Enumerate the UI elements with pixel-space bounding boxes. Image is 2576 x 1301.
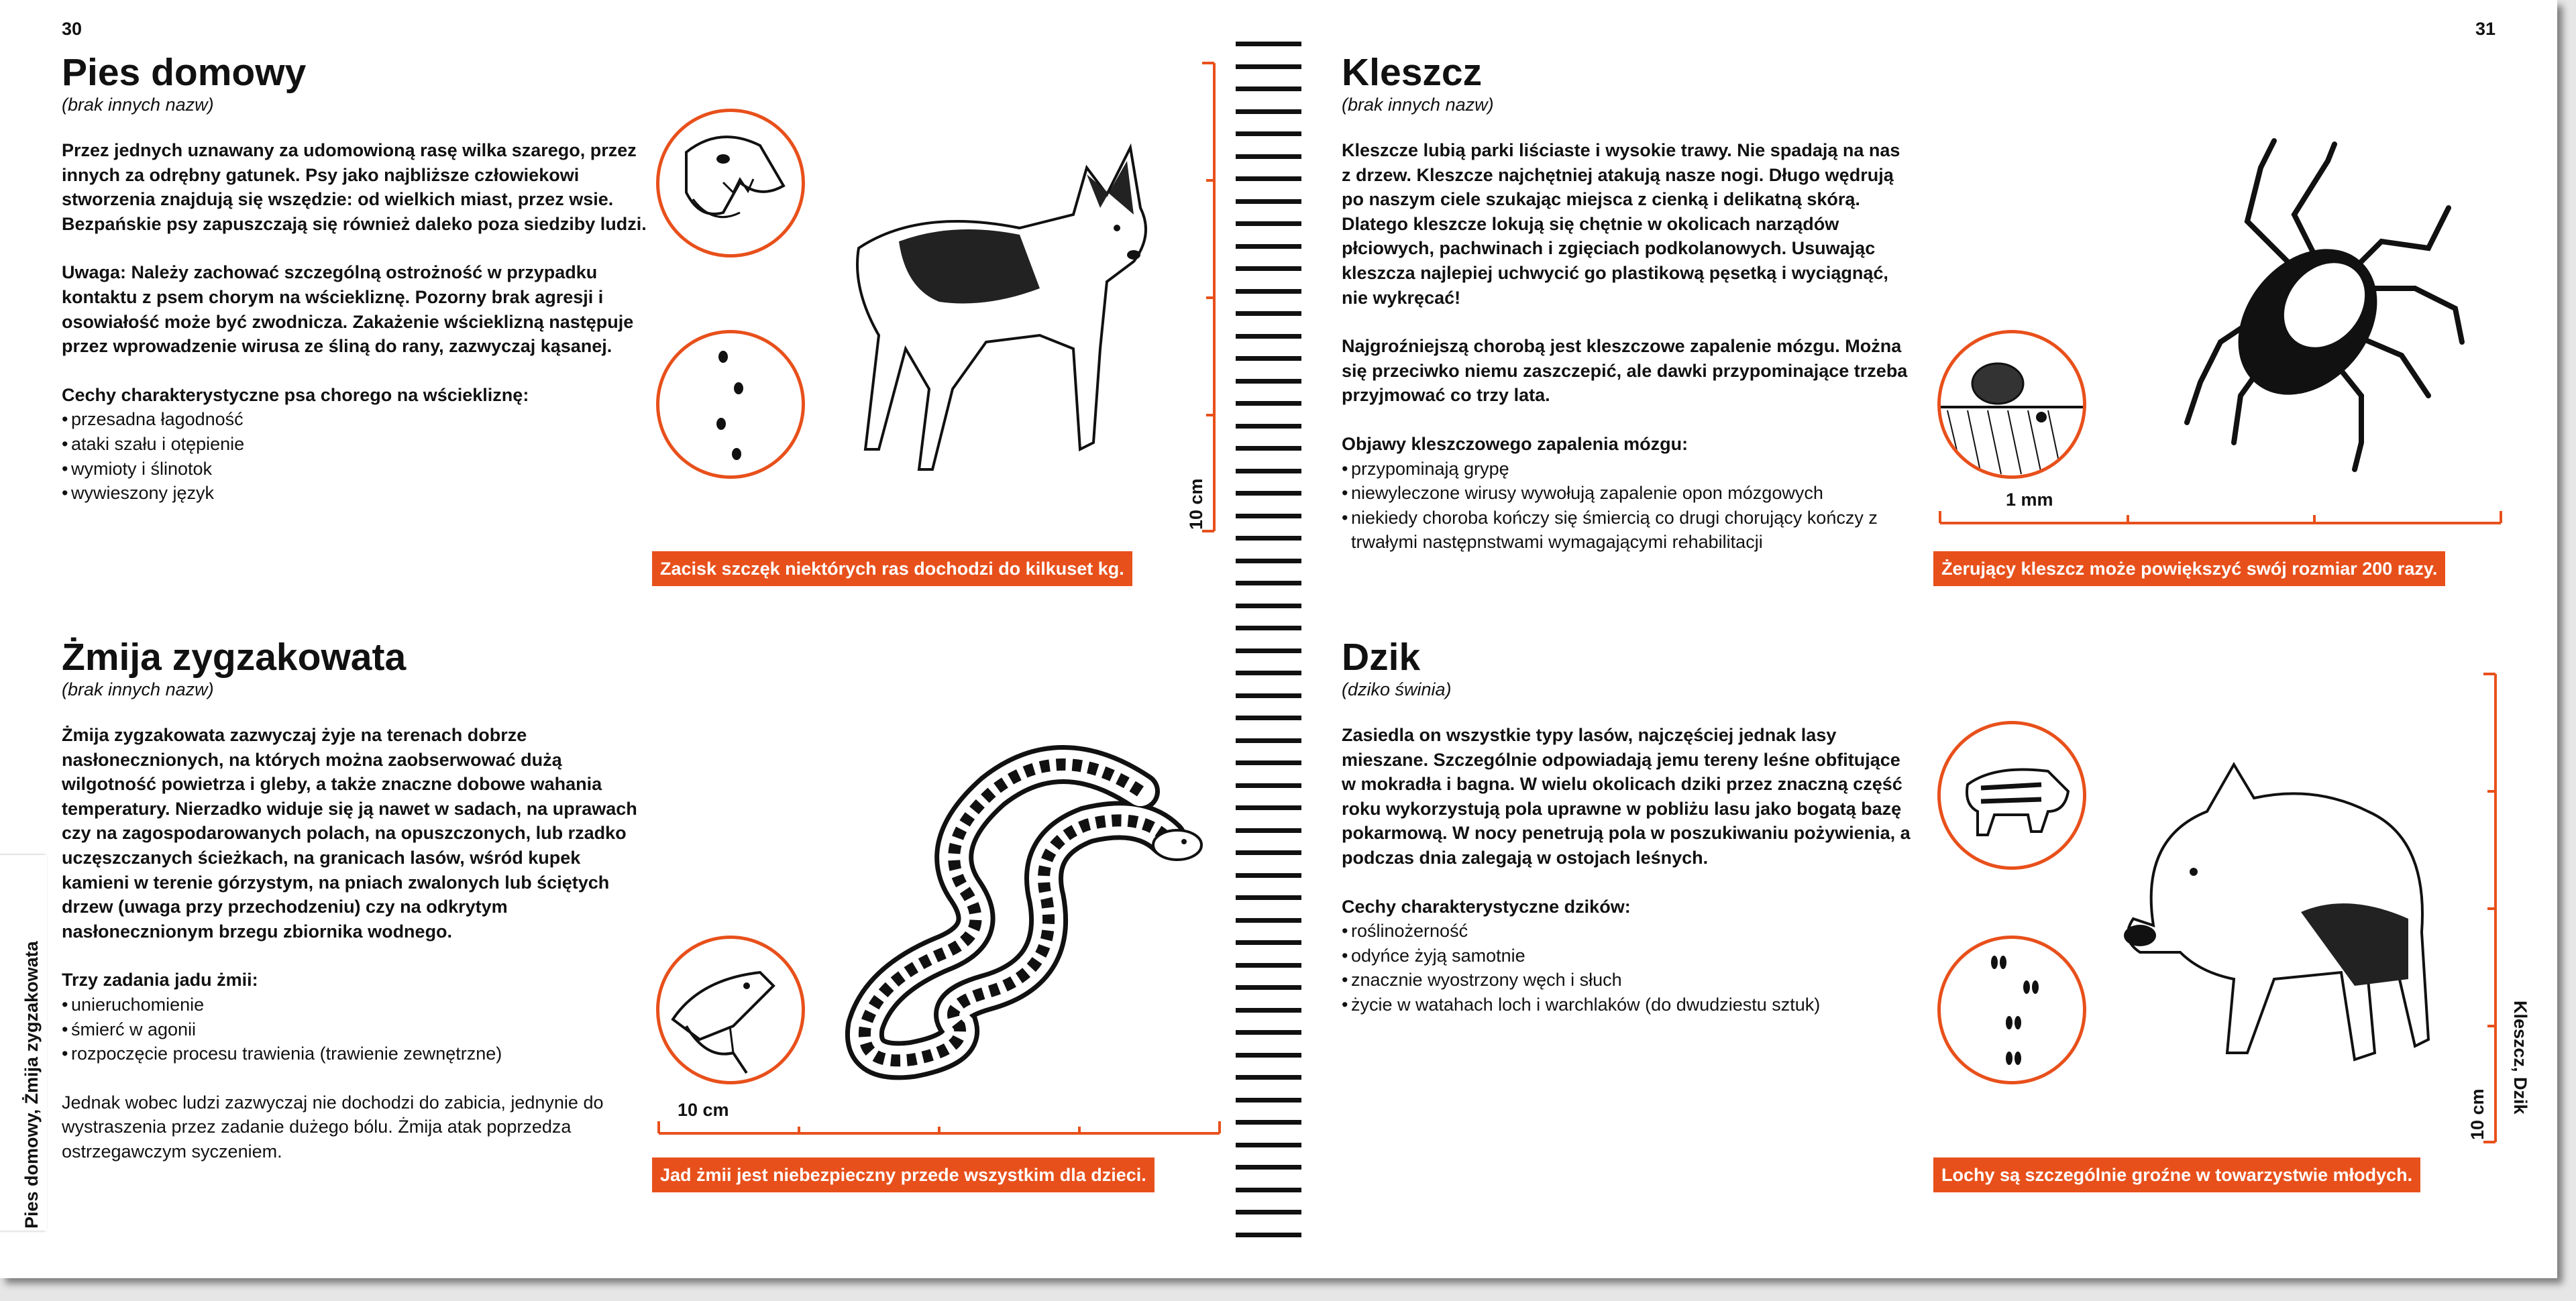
paragraph: Zasiedla on wszystkie typy lasów, najczęściej jednak lasy mieszane. Szczególnie odpowiadają jemu tereny leśne obfitujące w mokradła i bagna. W wielu okolicach dziki przez znaczną część roku wykorzystują pola uprawne w pobliżu lasu jako bogatą bazę pokarmową. W nocy penetrują pola w poszukiwaniu pożywienia, a podczas dnia zalegają w ostojach leśnych. — [1342, 725, 1911, 868]
list-item: • znacznie wyostrzony węch i słuch — [1342, 968, 1912, 993]
dog-illustration — [818, 134, 1208, 483]
list-item: • niewyleczone wirusy wywołują zapalenie opon mózgowych — [1342, 481, 1912, 506]
boar-illustration — [2113, 738, 2449, 1086]
section-pies — [62, 51, 652, 530]
bullet-list — [62, 407, 652, 505]
tick-illustration — [2160, 141, 2469, 476]
section-zmija — [62, 636, 652, 1188]
tick-on-skin-illustration — [1937, 330, 2086, 479]
spiral-binding — [1236, 42, 1301, 1269]
piglet-illustration — [1937, 721, 2086, 870]
viper-head-illustration — [656, 936, 805, 1084]
list-heading: Cechy charakterystyczne dzików: — [1342, 896, 1631, 917]
section-title: Dzik — [1342, 636, 1421, 679]
paragraph: Uwaga: Należy zachować szczególną ostrożność w przypadku kontaktu z psem chorym na wściekliznę. Pozorny brak agresji i osowiałość może być zwodnicza. Zakażenie wścieklizną następuje przez wprowadzenie wirusa ze śliną do rany, zazwyczaj kąsanej. — [62, 262, 634, 357]
list-item: • wymioty i ślinotok — [62, 457, 652, 482]
list-item: • przypominają grypę — [1342, 457, 1912, 482]
section-subtitle: (brak innych nazw) — [1342, 95, 1494, 115]
section-subtitle: (brak innych nazw) — [62, 679, 214, 699]
list-item: • życie w watahach loch i warchlaków (do dwudziestu sztuk) — [1342, 993, 1912, 1017]
tick-scale-bar — [1939, 510, 2502, 530]
viper-caption: Jad żmii jest niebezpieczny przede wszystkim dla dzieci. — [652, 1157, 1155, 1192]
side-tab-right-label: Kleszcz, Dzik — [2510, 1001, 2530, 1115]
paragraph: Przez jednych uznawany za udomowioną rasę wilka szarego, przez innych za odrębny gatunek. Psy jako najbliższe człowiekowi stworzenia znajdują się wszędzie: od wielkich miast, przez wsie. Bezpańskie psy zapuszczają się również daleko poza siedziby ludzi. — [62, 140, 647, 234]
dog-scale-label: 10 cm — [1186, 478, 1206, 530]
boar-scale-bar — [2482, 673, 2502, 1143]
list-item: • niekiedy choroba kończy się śmiercią co drugi chorujący kończy z trwałymi następnstwami wymagającymi rehabilitacji — [1342, 506, 1912, 555]
list-item: • przesadna łagodność — [62, 407, 652, 432]
section-subtitle: (brak innych nazw) — [62, 95, 214, 115]
tick-scale-label: 1 mm — [2006, 490, 2053, 510]
list-item: • wywieszony język — [62, 481, 652, 506]
list-item: • rozpoczęcie procesu trawienia (trawienie zewnętrzne) — [62, 1041, 652, 1066]
list-item: • odyńce żyją samotnie — [1342, 944, 1912, 968]
paragraph: Jednak wobec ludzi zazwyczaj nie dochodzi do zabicia, jednynie do wystraszenia przez zadanie dużego bólu. Żmija atak poprzedza ostrzegawczym syczeniem. — [62, 1092, 604, 1162]
boar-hoof-prints — [1937, 936, 2086, 1084]
list-item: • roślinożerność — [1342, 919, 1912, 944]
list-heading: Trzy zadania jadu żmii: — [62, 970, 258, 991]
viper-scale-bar — [657, 1120, 1221, 1140]
page-number-left: 30 — [62, 19, 83, 39]
paragraph: Najgroźniejszą chorobą jest kleszczowe zapalenie mózgu. Można się przeciwko niemu zaszczepić, ale dawki przypominające trzeba przyjmować co trzy lata. — [1342, 336, 1908, 406]
list-item: • unieruchomienie — [62, 993, 652, 1017]
dog-jaw-illustration — [656, 109, 805, 258]
section-kleszcz — [1342, 51, 1912, 579]
section-subtitle: (dziko świnia) — [1342, 679, 1452, 699]
side-tab-left-label: Pies domowy, Żmija zygzakowata — [21, 941, 42, 1229]
page-number-right: 31 — [2475, 19, 2496, 39]
section-title: Pies domowy — [62, 51, 307, 94]
paragraph: Żmija zygzakowata zazwyczaj żyje na terenach dobrze nasłonecznionych, na których można zaobserwować dużą wilgotność powietrza i gleby, a także znaczne dobowe wahania temperatury. Nierzadko widuje się ją nawet w sadach, na uprawach czy na zagospodarowanych polach, na opuszczonych, lub rzadko uczęszczanych ścieżkach, na granicach lasów, wśród kupek kamieni w terenie górzystym, na pniach zwalonych lub ściętych drzew (uwaga przy przechodzeniu) czy na odkrytym nasłonecznionym brzegu zbiornika wodnego. — [62, 725, 637, 942]
list-heading: Cechy charakterystyczne psa chorego na wściekliznę: — [62, 384, 529, 405]
dog-paw-prints — [656, 330, 805, 479]
dog-caption: Zacisk szczęk niektórych ras dochodzi do kilkuset kg. — [652, 551, 1132, 586]
viper-illustration — [792, 744, 1228, 1080]
boar-scale-label: 10 cm — [2467, 1088, 2487, 1140]
bullet-list — [1342, 919, 1912, 1017]
paragraph: Kleszcze lubią parki liściaste i wysokie trawy. Nie spadają na nas z drzew. Kleszcze najchętniej atakują nasze nogi. Długo wędrują po naszym ciele szukając miejsca z cienką i delikatną skórą. Dlatego kleszcze lokują się chętnie w okolicach narządów płciowych, pachwinach i zgięciach podkolanowych. Usuwając kleszcza najlepiej uchwycić go plastikową pęsetką i wyciągnąć, nie wykręcać! — [1342, 140, 1900, 308]
tick-caption: Żerujący kleszcz może powiększyć swój rozmiar 200 razy. — [1933, 551, 2445, 586]
list-heading: Objawy kleszczowego zapalenia mózgu: — [1342, 433, 1688, 454]
section-dzik — [1342, 636, 1912, 1041]
viper-scale-label: 10 cm — [678, 1100, 729, 1120]
bullet-list — [62, 993, 652, 1066]
section-title: Żmija zygzakowata — [62, 636, 407, 679]
list-item: • ataki szału i otępienie — [62, 432, 652, 457]
list-item: • śmierć w agonii — [62, 1017, 652, 1042]
boar-caption: Lochy są szczególnie groźne w towarzystwie młodych. — [1933, 1157, 2420, 1192]
bullet-list — [1342, 457, 1912, 555]
section-title: Kleszcz — [1342, 51, 1483, 94]
dog-scale-bar — [1201, 62, 1221, 532]
